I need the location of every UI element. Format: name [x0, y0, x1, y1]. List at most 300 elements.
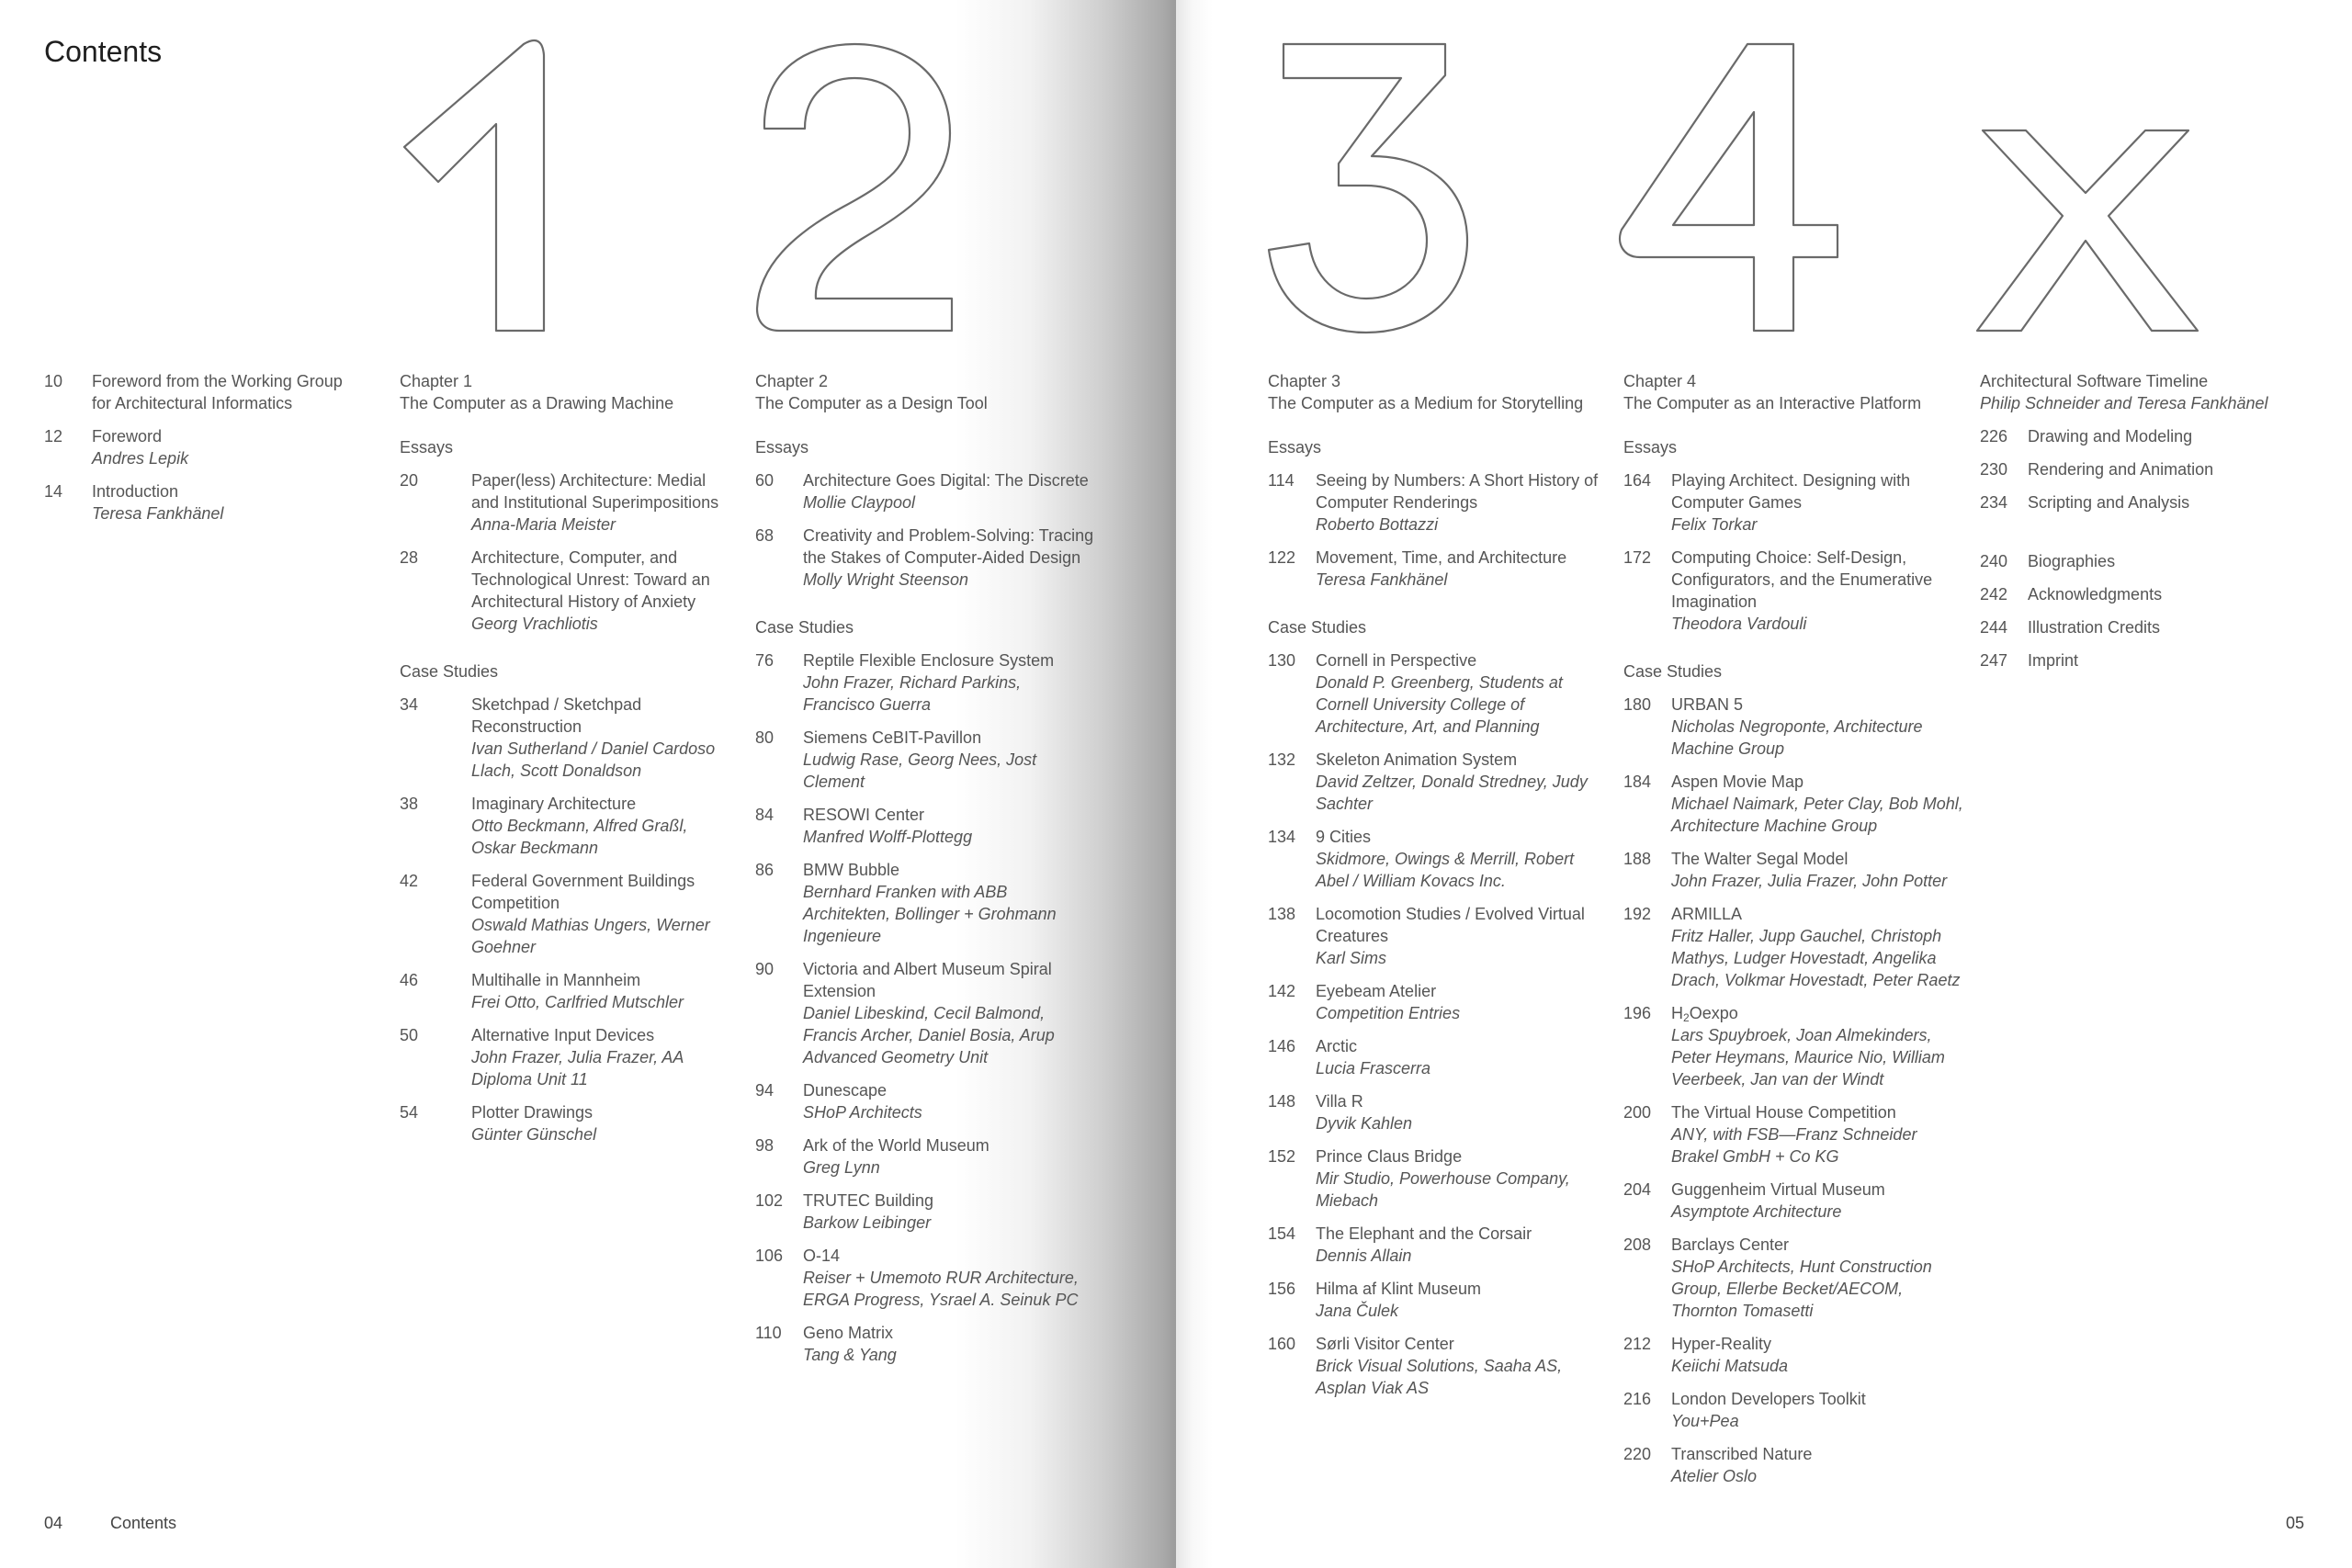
list-item[interactable]	[1623, 848, 1963, 892]
entry-title: Illustration Credits	[2028, 618, 2161, 637]
page-number: 180	[1623, 695, 1652, 714]
entry-text	[1671, 1388, 1963, 1432]
entry-title: Scripting and Analysis	[2028, 493, 2190, 512]
entry-text	[471, 547, 726, 635]
page-number: 200	[1623, 1103, 1652, 1122]
entry-author: Otto Beckmann, Alfred Graßl, Oskar Beckmann	[471, 817, 688, 857]
list-item[interactable]	[755, 804, 1095, 848]
entry-title: Skeleton Animation System	[1316, 750, 1518, 769]
entry-text	[2028, 583, 2320, 605]
entry-text	[803, 859, 1095, 947]
entry-author: Karl Sims	[1316, 949, 1387, 967]
entry-title: Ark of the World Museum	[803, 1136, 989, 1155]
entry-text	[1316, 649, 1603, 738]
entry-title: Imprint	[2028, 651, 2079, 670]
list-item[interactable]	[1268, 1223, 1603, 1267]
entry-author: Lucia Frascerra	[1316, 1059, 1431, 1077]
entry-title: Siemens CeBIT-Pavillon	[803, 728, 982, 747]
page-number: 114	[1268, 471, 1295, 490]
entry-title: Acknowledgments	[2028, 585, 2163, 604]
entry-title: Movement, Time, and Architecture	[1316, 548, 1567, 567]
entry-author: Theodora Vardouli	[1671, 615, 1807, 633]
list-item[interactable]	[1623, 1388, 1963, 1432]
entry-author: Atelier Oslo	[1671, 1467, 1758, 1485]
page-number: 34	[400, 695, 419, 714]
entry-text	[1671, 771, 1963, 837]
list-item[interactable]	[1980, 616, 2320, 638]
list-item[interactable]	[1268, 649, 1603, 738]
entry-author: Mir Studio, Powerhouse Company, Miebach	[1316, 1169, 1570, 1210]
entry-text	[1671, 1333, 1963, 1377]
chapter-4-column	[1623, 370, 1963, 1487]
page-number: 164	[1623, 471, 1652, 490]
section-heading-case-studies: Case Studies	[755, 618, 854, 637]
entry-title: RESOWI Center	[803, 806, 925, 824]
entry-author: Frei Otto, Carlfried Mutschler	[471, 993, 684, 1011]
title-subscript: 2	[1683, 1011, 1690, 1024]
list-item[interactable]	[400, 793, 726, 859]
page-number: 68	[755, 526, 775, 545]
entry-text	[1316, 1333, 1603, 1399]
entry-title: O-14	[803, 1247, 841, 1265]
list-item[interactable]	[755, 649, 1095, 716]
list-item[interactable]	[1268, 749, 1603, 815]
entry-title: Architecture Goes Digital: The Discrete	[803, 471, 1089, 490]
entry-author: Greg Lynn	[803, 1158, 880, 1177]
page-number: 138	[1268, 905, 1296, 923]
page-number: 172	[1623, 548, 1652, 567]
page-number: 86	[755, 861, 775, 879]
list-item[interactable]	[1268, 1333, 1603, 1399]
chapter-title: The Computer as a Design Tool	[755, 394, 988, 412]
entry-text	[1316, 1223, 1603, 1267]
entry-title: Paper(less) Architecture: Medial and Institutional Superimpositions	[471, 471, 719, 512]
entry-text	[803, 804, 1095, 848]
entry-author: Teresa Fankhänel	[1316, 570, 1448, 589]
list-item[interactable]	[1623, 547, 1963, 635]
page-number: 84	[755, 806, 775, 824]
list-item[interactable]	[1980, 583, 2320, 605]
entry-author: John Frazer, Julia Frazer, John Potter	[1671, 872, 1948, 890]
page-number: 184	[1623, 773, 1652, 791]
entry-title: Rendering and Animation	[2028, 460, 2214, 479]
numeral-x	[1975, 37, 2205, 340]
entry-author: Donald P. Greenberg, Students at Cornell University College of Architecture, Art, and Planning	[1316, 673, 1563, 736]
entry-author: ANY, with FSB—Franz Schneider Brakel GmbH + Co KG	[1671, 1125, 1917, 1166]
list-item[interactable]	[1623, 1002, 1963, 1090]
entry-text	[1316, 1035, 1603, 1079]
entry-title: BMW Bubble	[803, 861, 900, 879]
entry-text	[803, 1245, 1095, 1311]
entry-text	[1316, 826, 1603, 892]
list-item[interactable]	[1623, 1443, 1963, 1487]
entry-title: Federal Government Buildings Competition	[471, 872, 695, 912]
page-number: 60	[755, 471, 775, 490]
entry-text	[2028, 649, 2320, 671]
page-number: 188	[1623, 850, 1652, 868]
entry-text	[2028, 458, 2320, 480]
entry-title: London Developers Toolkit	[1671, 1390, 1866, 1408]
list-item[interactable]	[755, 1322, 1095, 1366]
page-number: 46	[400, 971, 419, 989]
title-part: Oexpo	[1689, 1004, 1738, 1022]
list-item[interactable]	[1623, 1333, 1963, 1377]
list-item[interactable]	[1268, 1278, 1603, 1322]
list-item[interactable]	[1268, 1090, 1603, 1134]
title-part: H	[1671, 1004, 1683, 1022]
entry-text	[1671, 1443, 1963, 1487]
list-item[interactable]: 12 Foreword Andres Lepik	[44, 427, 189, 468]
entry-title: Plotter Drawings	[471, 1103, 594, 1122]
entry-text	[803, 1079, 1095, 1123]
entry-text	[803, 469, 1095, 513]
entry-author: Michael Naimark, Peter Clay, Bob Mohl, Architecture Machine Group	[1671, 795, 1963, 835]
entry-text	[2028, 491, 2320, 513]
entry-text	[2028, 550, 2320, 572]
page-number: 94	[755, 1081, 775, 1100]
entry-title: The Virtual House Competition	[1671, 1103, 1896, 1122]
entry-author: Competition Entries	[1316, 1004, 1461, 1022]
list-item[interactable]	[1623, 1234, 1963, 1322]
entry-author: Günter Günschel	[471, 1125, 597, 1144]
list-item[interactable]	[400, 469, 726, 536]
entry-text	[803, 1322, 1095, 1366]
entry-author: Felix Torkar	[1671, 515, 1758, 534]
list-item[interactable]	[1268, 1035, 1603, 1079]
entry-text	[1316, 1278, 1603, 1322]
entry-title: Drawing and Modeling	[2028, 427, 2193, 446]
list-item[interactable]	[1268, 547, 1603, 591]
list-item[interactable]	[1623, 1101, 1963, 1168]
entry-title: Transcribed Nature	[1671, 1445, 1813, 1463]
list-item[interactable]	[755, 727, 1095, 793]
entry-author: You+Pea	[1671, 1412, 1739, 1430]
chapter-title: The Computer as an Interactive Platform	[1623, 394, 1922, 412]
entry-author: Nicholas Negroponte, Architecture Machine Group	[1671, 717, 1923, 758]
list-item[interactable]	[1980, 491, 2320, 513]
page-number: 234	[1980, 493, 2008, 512]
entry-text	[471, 1024, 726, 1090]
entry-text	[2028, 616, 2320, 638]
list-item[interactable]	[755, 1245, 1095, 1311]
section-heading-case-studies: Case Studies	[1268, 618, 1367, 637]
list-item[interactable]	[1268, 1145, 1603, 1212]
list-item[interactable]	[1980, 649, 2320, 671]
entry-text	[471, 694, 726, 782]
page-number: 196	[1623, 1004, 1652, 1022]
entry-author: Tang & Yang	[803, 1346, 897, 1364]
entry-author: Skidmore, Owings & Merrill, Robert Abel / William Kovacs Inc.	[1316, 850, 1575, 890]
folio-left: 04	[44, 1514, 63, 1532]
entry-title: ARMILLA	[1671, 905, 1743, 923]
list-item[interactable]	[1623, 469, 1963, 536]
section-heading-essays: Essays	[1623, 438, 1678, 457]
numeral-2	[752, 37, 963, 340]
page-number: 20	[400, 471, 419, 490]
page-number: 98	[755, 1136, 775, 1155]
entry-author: Keiichi Matsuda	[1671, 1357, 1789, 1375]
entry-text	[1671, 469, 1963, 536]
entry-text	[1316, 469, 1603, 536]
chapter-label: Chapter 1	[400, 372, 473, 390]
list-item[interactable]	[1268, 903, 1603, 969]
entry-author: SHoP Architects	[803, 1103, 922, 1122]
page-number: 230	[1980, 460, 2008, 479]
chapter-1-column	[400, 370, 726, 1145]
entry-title: Villa R	[1316, 1092, 1363, 1111]
entry-title	[1671, 1002, 1963, 1024]
entry-text	[1671, 1179, 1963, 1223]
page-number: 242	[1980, 585, 2008, 604]
page-number: 152	[1268, 1147, 1296, 1166]
page-number: 220	[1623, 1445, 1652, 1463]
entry-text	[2028, 425, 2320, 447]
page-number: 247	[1980, 651, 2008, 670]
page-number: 154	[1268, 1224, 1296, 1243]
entry-title: Reptile Flexible Enclosure System	[803, 651, 1055, 670]
entry-author: Asymptote Architecture	[1671, 1202, 1842, 1221]
entry-text	[471, 870, 726, 958]
entry-title: Hilma af Klint Museum	[1316, 1280, 1482, 1298]
entry-author: Barkow Leibinger	[803, 1213, 932, 1232]
page-number: 226	[1980, 427, 2008, 446]
entry-text	[1316, 1090, 1603, 1134]
list-item[interactable]	[755, 469, 1095, 513]
page-number: 240	[1980, 552, 2008, 570]
page-number: 212	[1623, 1335, 1652, 1353]
chapter-title: The Computer as a Drawing Machine	[400, 394, 674, 412]
entry-author: Dennis Allain	[1316, 1247, 1412, 1265]
entry-text	[1671, 848, 1963, 892]
list-item[interactable]	[755, 958, 1095, 1068]
list-item[interactable]	[755, 1134, 1095, 1179]
entry-title: Architecture, Computer, and Technological Unrest: Toward an Architectural History of Anxiety	[471, 548, 710, 611]
entry-author: Manfred Wolff-Plottegg	[803, 828, 973, 846]
entry-author: Ludwig Rase, Georg Nees, Jost Clement	[803, 750, 1037, 791]
entry-title: Guggenheim Virtual Museum	[1671, 1180, 1885, 1199]
page-number: 208	[1623, 1235, 1652, 1254]
entry-title: Geno Matrix	[803, 1324, 894, 1342]
entry-title: Cornell in Perspective	[1316, 651, 1477, 670]
front-matter	[44, 370, 356, 525]
page-number: 102	[755, 1191, 784, 1210]
entry-title: Sketchpad / Sketchpad Reconstruction	[471, 695, 642, 736]
page-number: 80	[755, 728, 775, 747]
list-item[interactable]	[1980, 550, 2320, 572]
entry-text	[803, 1190, 1095, 1234]
list-item[interactable]	[1980, 458, 2320, 480]
entry-title: Playing Architect. Designing with Computer Games	[1671, 471, 1911, 512]
list-item[interactable]: 14 Introduction Teresa Fankhänel	[44, 482, 224, 523]
entry-author: Georg Vrachliotis	[471, 615, 598, 633]
entry-author: Oswald Mathias Ungers, Werner Goehner	[471, 916, 710, 956]
entry-title: Biographies	[2028, 552, 2116, 570]
page-number: 142	[1268, 982, 1296, 1000]
section-heading-case-studies: Case Studies	[400, 662, 499, 681]
entry-text	[1316, 749, 1603, 815]
page-number: 156	[1268, 1280, 1296, 1298]
entry-text	[1316, 903, 1603, 969]
entry-title: Seeing by Numbers: A Short History of Computer Renderings	[1316, 471, 1599, 512]
entry-title: Creativity and Problem-Solving: Tracing the Stakes of Computer-Aided Design	[803, 526, 1094, 567]
list-item[interactable]	[1268, 826, 1603, 892]
entry-author: Anna-Maria Meister	[471, 515, 616, 534]
page-number: 50	[400, 1026, 419, 1044]
page-number: 76	[755, 651, 775, 670]
entry-title: Eyebeam Atelier	[1316, 982, 1437, 1000]
entry-text	[1671, 903, 1963, 991]
chapter-2-column	[755, 370, 1095, 1366]
entry-text	[803, 1134, 1095, 1179]
entry-author: Jana Čulek	[1316, 1302, 1399, 1320]
entry-text	[1671, 1101, 1963, 1168]
entry-author: Fritz Haller, Jupp Gauchel, Christoph Mathys, Ludger Hovestadt, Angelika Drach, Volkmar Hovestadt, Peter Raetz	[1671, 927, 1961, 989]
page-number: 38	[400, 795, 419, 813]
chapter-label: Chapter 2	[755, 372, 829, 390]
entry-author: SHoP Architects, Hunt Construction Group, Ellerbe Becket/AECOM, Thornton Tomasetti	[1671, 1258, 1932, 1320]
entry-text	[471, 469, 726, 536]
entry-title: Arctic	[1316, 1037, 1357, 1055]
page-number: 122	[1268, 548, 1296, 567]
entry-author: Dyvik Kahlen	[1316, 1114, 1413, 1133]
chapter-label: Chapter 3	[1268, 372, 1341, 390]
page-number: 90	[755, 960, 775, 978]
list-item[interactable]	[1268, 980, 1603, 1024]
page-number: 42	[400, 872, 419, 890]
entry-title: Aspen Movie Map	[1671, 773, 1804, 791]
entry-title: Imaginary Architecture	[471, 795, 637, 813]
chapter-title: The Computer as a Medium for Storytelling	[1268, 394, 1584, 412]
timeline-heading: Architectural Software Timeline	[1980, 372, 2209, 390]
section-heading-essays: Essays	[755, 438, 809, 457]
entry-author: John Frazer, Julia Frazer, AA Diploma Unit 11	[471, 1048, 684, 1089]
section-heading-essays: Essays	[1268, 438, 1322, 457]
entry-text	[471, 1101, 726, 1145]
timeline-author: Philip Schneider and Teresa Fankhänel	[1980, 394, 2268, 412]
entry-text	[803, 649, 1095, 716]
entry-title: The Elephant and the Corsair	[1316, 1224, 1532, 1243]
page-title: Contents	[44, 35, 163, 68]
entry-text	[1671, 1234, 1963, 1322]
entry-text	[471, 793, 726, 859]
appendix-column	[1980, 370, 2320, 671]
list-item[interactable]	[755, 525, 1095, 591]
entry-title: Hyper-Reality	[1671, 1335, 1772, 1353]
list-item[interactable]	[755, 1190, 1095, 1234]
entry-title: Computing Choice: Self-Design, Configurators, and the Enumerative Imagination	[1671, 548, 1933, 611]
list-item[interactable]	[400, 969, 726, 1013]
section-heading-case-studies: Case Studies	[1623, 662, 1723, 681]
page-number: 130	[1268, 651, 1296, 670]
entry-title: Dunescape	[803, 1081, 888, 1100]
entry-title: Victoria and Albert Museum Spiral Extension	[803, 960, 1052, 1000]
entry-title: Locomotion Studies / Evolved Virtual Creatures	[1316, 905, 1585, 945]
page-number: 192	[1623, 905, 1652, 923]
entry-author: David Zeltzer, Donald Stredney, Judy Sachter	[1316, 773, 1588, 813]
numeral-3	[1263, 37, 1475, 340]
entry-author: Reiser + Umemoto RUR Architecture, ERGA Progress, Ysrael A. Seinuk PC	[803, 1269, 1079, 1309]
list-item[interactable]	[1268, 469, 1603, 536]
entry-title: URBAN 5	[1671, 695, 1744, 714]
entry-text	[1316, 1145, 1603, 1212]
entry-title: Prince Claus Bridge	[1316, 1147, 1463, 1166]
numeral-1	[397, 37, 553, 340]
entry-text	[803, 727, 1095, 793]
running-footer: Contents	[110, 1514, 177, 1532]
folio-right: 05	[2286, 1514, 2305, 1532]
list-item[interactable]	[1623, 694, 1963, 760]
entry-title: TRUTEC Building	[803, 1191, 934, 1210]
entry-author: Daniel Libeskind, Cecil Balmond, Francis Archer, Daniel Bosia, Arup Advanced Geometry Unit	[803, 1004, 1055, 1066]
entry-author: John Frazer, Richard Parkins, Francisco Guerra	[803, 673, 1022, 714]
entry-text	[1671, 547, 1963, 635]
entry-text	[803, 958, 1095, 1068]
numeral-4	[1614, 37, 1844, 340]
page-number: 132	[1268, 750, 1296, 769]
list-item[interactable]	[1623, 771, 1963, 837]
page-number: 244	[1980, 618, 2008, 637]
entry-text	[1671, 1002, 1963, 1090]
list-item[interactable]	[1980, 425, 2320, 447]
list-item[interactable]	[755, 1079, 1095, 1123]
entry-author: Lars Spuybroek, Joan Almekinders, Peter Heymans, Maurice Nio, William Veerbeek, Jan van der Windt	[1671, 1026, 1945, 1089]
page-number: 148	[1268, 1092, 1296, 1111]
page-number: 134	[1268, 828, 1296, 846]
page-number: 54	[400, 1103, 419, 1122]
page-number: 28	[400, 548, 419, 567]
entry-title: Sørli Visitor Center	[1316, 1335, 1454, 1353]
page-number: 146	[1268, 1037, 1296, 1055]
list-item[interactable]	[1623, 1179, 1963, 1223]
entry-text	[471, 969, 726, 1013]
entry-text	[1316, 980, 1603, 1024]
entry-title: Alternative Input Devices	[471, 1026, 655, 1044]
entry-text	[1671, 694, 1963, 760]
entry-author: Brick Visual Solutions, Saaha AS, Asplan Viak AS	[1316, 1357, 1563, 1397]
page-number: 204	[1623, 1180, 1652, 1199]
list-item[interactable]	[400, 1101, 726, 1145]
page-number: 216	[1623, 1390, 1652, 1408]
entry-author: Roberto Bottazzi	[1316, 515, 1439, 534]
list-item[interactable]	[755, 859, 1095, 947]
entry-author: Molly Wright Steenson	[803, 570, 969, 589]
list-item[interactable]	[400, 1024, 726, 1090]
entry-title: Foreword from the Working Group for Architectural Informatics	[92, 372, 343, 412]
back-matter-list	[1980, 550, 2320, 671]
section-heading-essays: Essays	[400, 438, 454, 457]
entry-author: Mollie Claypool	[803, 493, 916, 512]
entry-text	[1316, 547, 1603, 591]
list-item[interactable]	[400, 694, 726, 782]
list-item[interactable]	[1623, 903, 1963, 991]
entry-title: 9 Cities	[1316, 828, 1372, 846]
entry-title: Barclays Center	[1671, 1235, 1790, 1254]
entry-text	[803, 525, 1095, 591]
entry-title: The Walter Segal Model	[1671, 850, 1849, 868]
page-number: 106	[755, 1247, 784, 1265]
entry-author: Ivan Sutherland / Daniel Cardoso Llach, Scott Donaldson	[471, 739, 716, 780]
page-number: 160	[1268, 1335, 1296, 1353]
entry-title: Multihalle in Mannheim	[471, 971, 641, 989]
page-number: 110	[755, 1324, 782, 1342]
timeline-list	[1980, 425, 2320, 513]
list-item[interactable]	[400, 870, 726, 958]
chapter-3-column	[1268, 370, 1603, 1399]
list-item[interactable]: 10 Foreword from the Working Group for Architectural Informatics	[44, 372, 343, 412]
chapter-label: Chapter 4	[1623, 372, 1697, 390]
list-item[interactable]	[400, 547, 726, 635]
entry-author: Bernhard Franken with ABB Architekten, Bollinger + Grohmann Ingenieure	[803, 883, 1057, 945]
